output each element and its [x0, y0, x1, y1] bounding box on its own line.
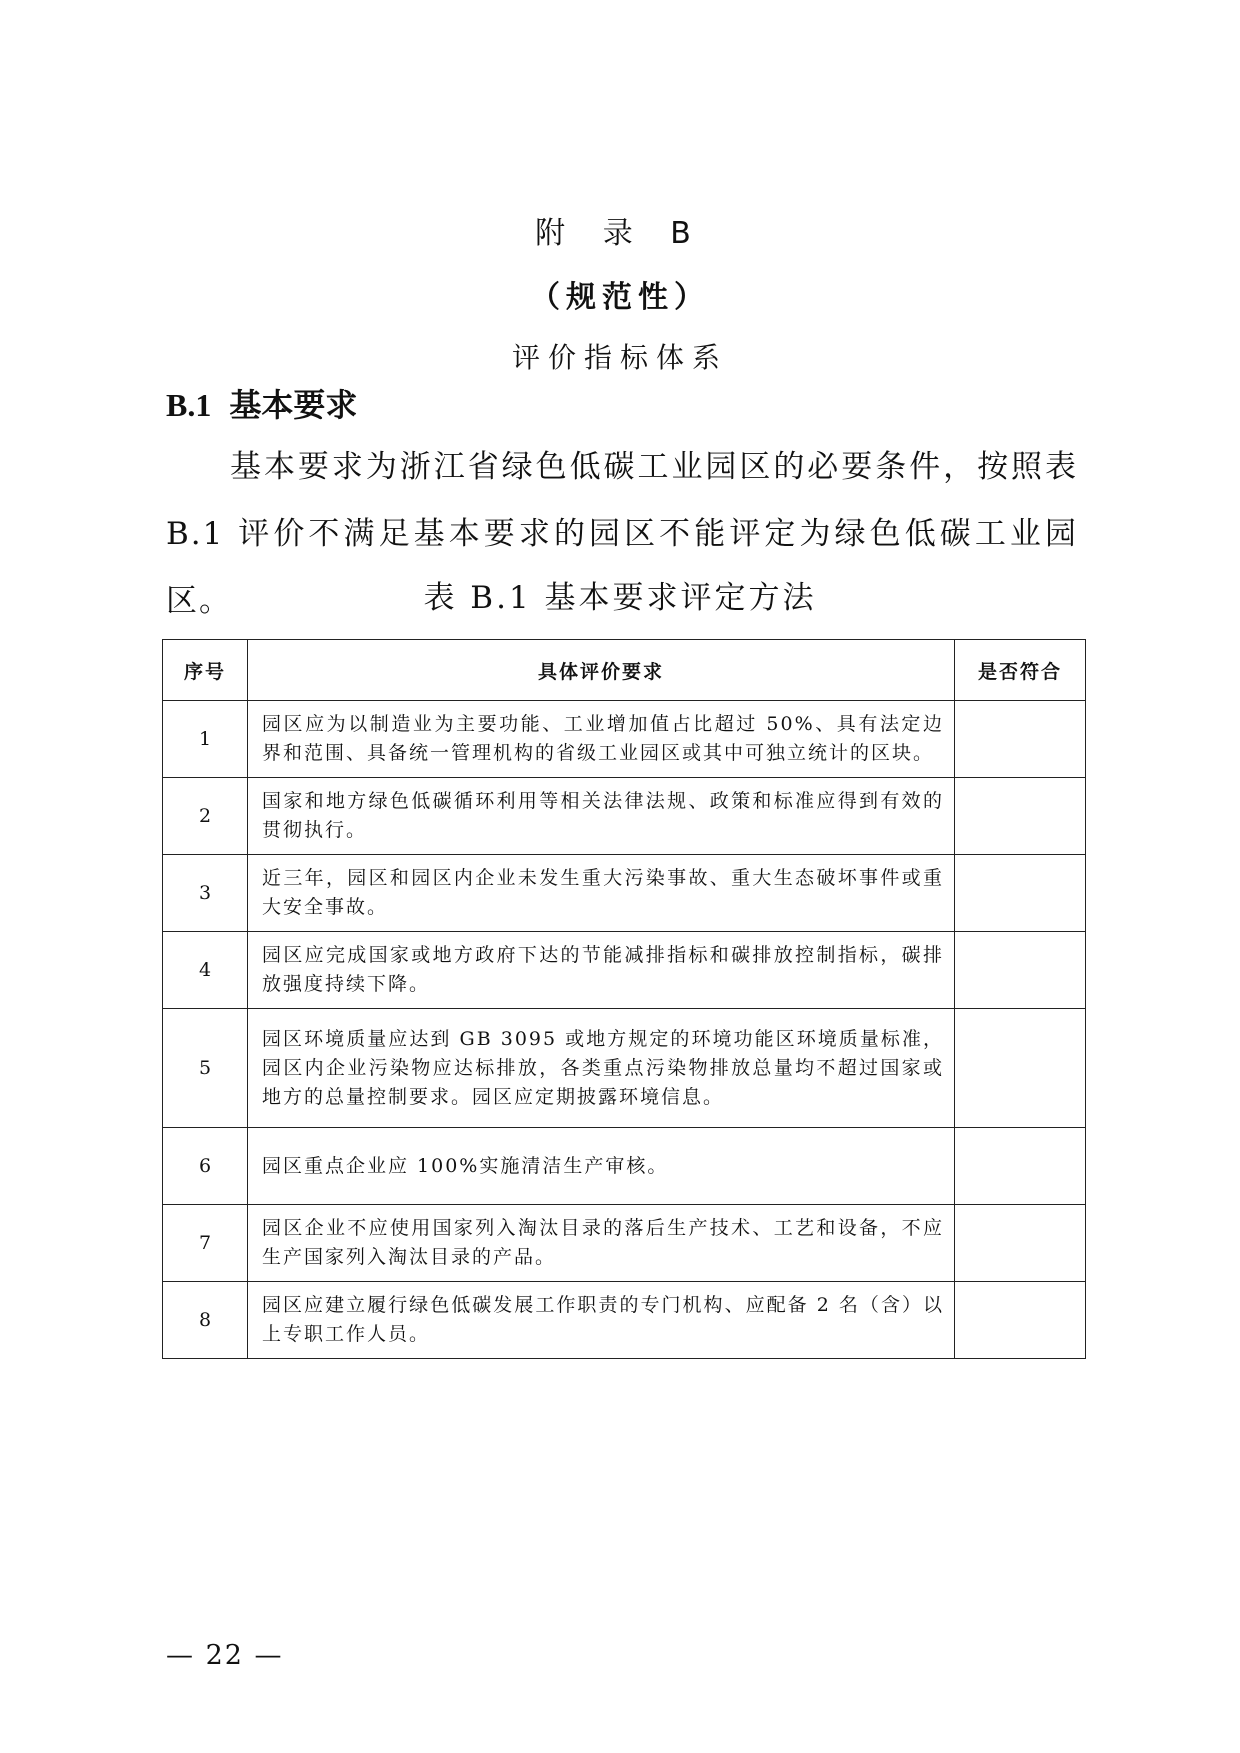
page-number: — 22 — [166, 1640, 284, 1671]
row-number: 8 [163, 1282, 248, 1359]
table-caption: 表 B.1 基本要求评定方法 [423, 580, 817, 616]
row-number: 2 [163, 778, 248, 855]
row-number: 3 [163, 855, 248, 932]
header-requirement: 具体评价要求 [248, 640, 955, 701]
table-row [163, 932, 1086, 1009]
table-row [163, 1009, 1086, 1128]
intro-paragraph: 基本要求为浙江省绿色低碳工业园区的必要条件，按照表B.1 评价不满足基本要求的园区不能评定为绿色低碳工业园区。 [166, 449, 1078, 619]
appendix-type: （规范性） [530, 280, 710, 315]
table-row [163, 855, 1086, 932]
row-requirement: 园区企业不应使用国家列入淘汰目录的落后生产技术、工艺和设备，不应生产国家列入淘汰目录的产品。 [248, 1205, 955, 1282]
section-heading [166, 380, 357, 426]
row-requirement: 园区环境质量应达到 GB 3095 或地方规定的环境功能区环境质量标准，园区内企业污染物应达标排放，各类重点污染物排放总量均不超过国家或地方的总量控制要求。园区应定期披露环境信息。 [248, 1009, 955, 1128]
header-no: 序号 [163, 640, 248, 701]
row-compliance-cell[interactable] [955, 701, 1086, 778]
row-compliance-cell[interactable] [955, 855, 1086, 932]
row-compliance-cell[interactable] [955, 778, 1086, 855]
row-compliance-cell[interactable] [955, 932, 1086, 1009]
row-compliance-cell[interactable] [955, 1205, 1086, 1282]
appendix-subject: 评价指标体系 [511, 341, 728, 374]
section-number: B.1 [166, 387, 212, 423]
row-requirement: 园区重点企业应 100%实施清洁生产审核。 [248, 1128, 955, 1205]
row-number: 6 [163, 1128, 248, 1205]
row-requirement: 园区应为以制造业为主要功能、工业增加值占比超过 50%、具有法定边界和范围、具备统一管理机构的省级工业园区或其中可独立统计的区块。 [248, 701, 955, 778]
section-title: 基本要求 [229, 386, 358, 424]
row-requirement: 园区应建立履行绿色低碳发展工作职责的专门机构、应配备 2 名（含）以上专职工作人员。 [248, 1282, 955, 1359]
header-compliance: 是否符合 [955, 640, 1086, 701]
row-number: 5 [163, 1009, 248, 1128]
row-requirement: 园区应完成国家或地方政府下达的节能减排指标和碳排放控制指标，碳排放强度持续下降。 [248, 932, 955, 1009]
row-requirement: 近三年，园区和园区内企业未发生重大污染事故、重大生态破坏事件或重大安全事故。 [248, 855, 955, 932]
requirements-table [162, 639, 1086, 1359]
row-number: 4 [163, 932, 248, 1009]
row-requirement: 国家和地方绿色低碳循环利用等相关法律法规、政策和标准应得到有效的贯彻执行。 [248, 778, 955, 855]
table-row [163, 778, 1086, 855]
row-compliance-cell[interactable] [955, 1009, 1086, 1128]
appendix-title: 附 录 B [535, 216, 705, 251]
row-number: 1 [163, 701, 248, 778]
table-row [163, 701, 1086, 778]
row-compliance-cell[interactable] [955, 1128, 1086, 1205]
table-row [163, 1205, 1086, 1282]
row-number: 7 [163, 1205, 248, 1282]
row-compliance-cell[interactable] [955, 1282, 1086, 1359]
table-row [163, 1128, 1086, 1205]
table-row [163, 1282, 1086, 1359]
table-header-row [163, 640, 1086, 701]
